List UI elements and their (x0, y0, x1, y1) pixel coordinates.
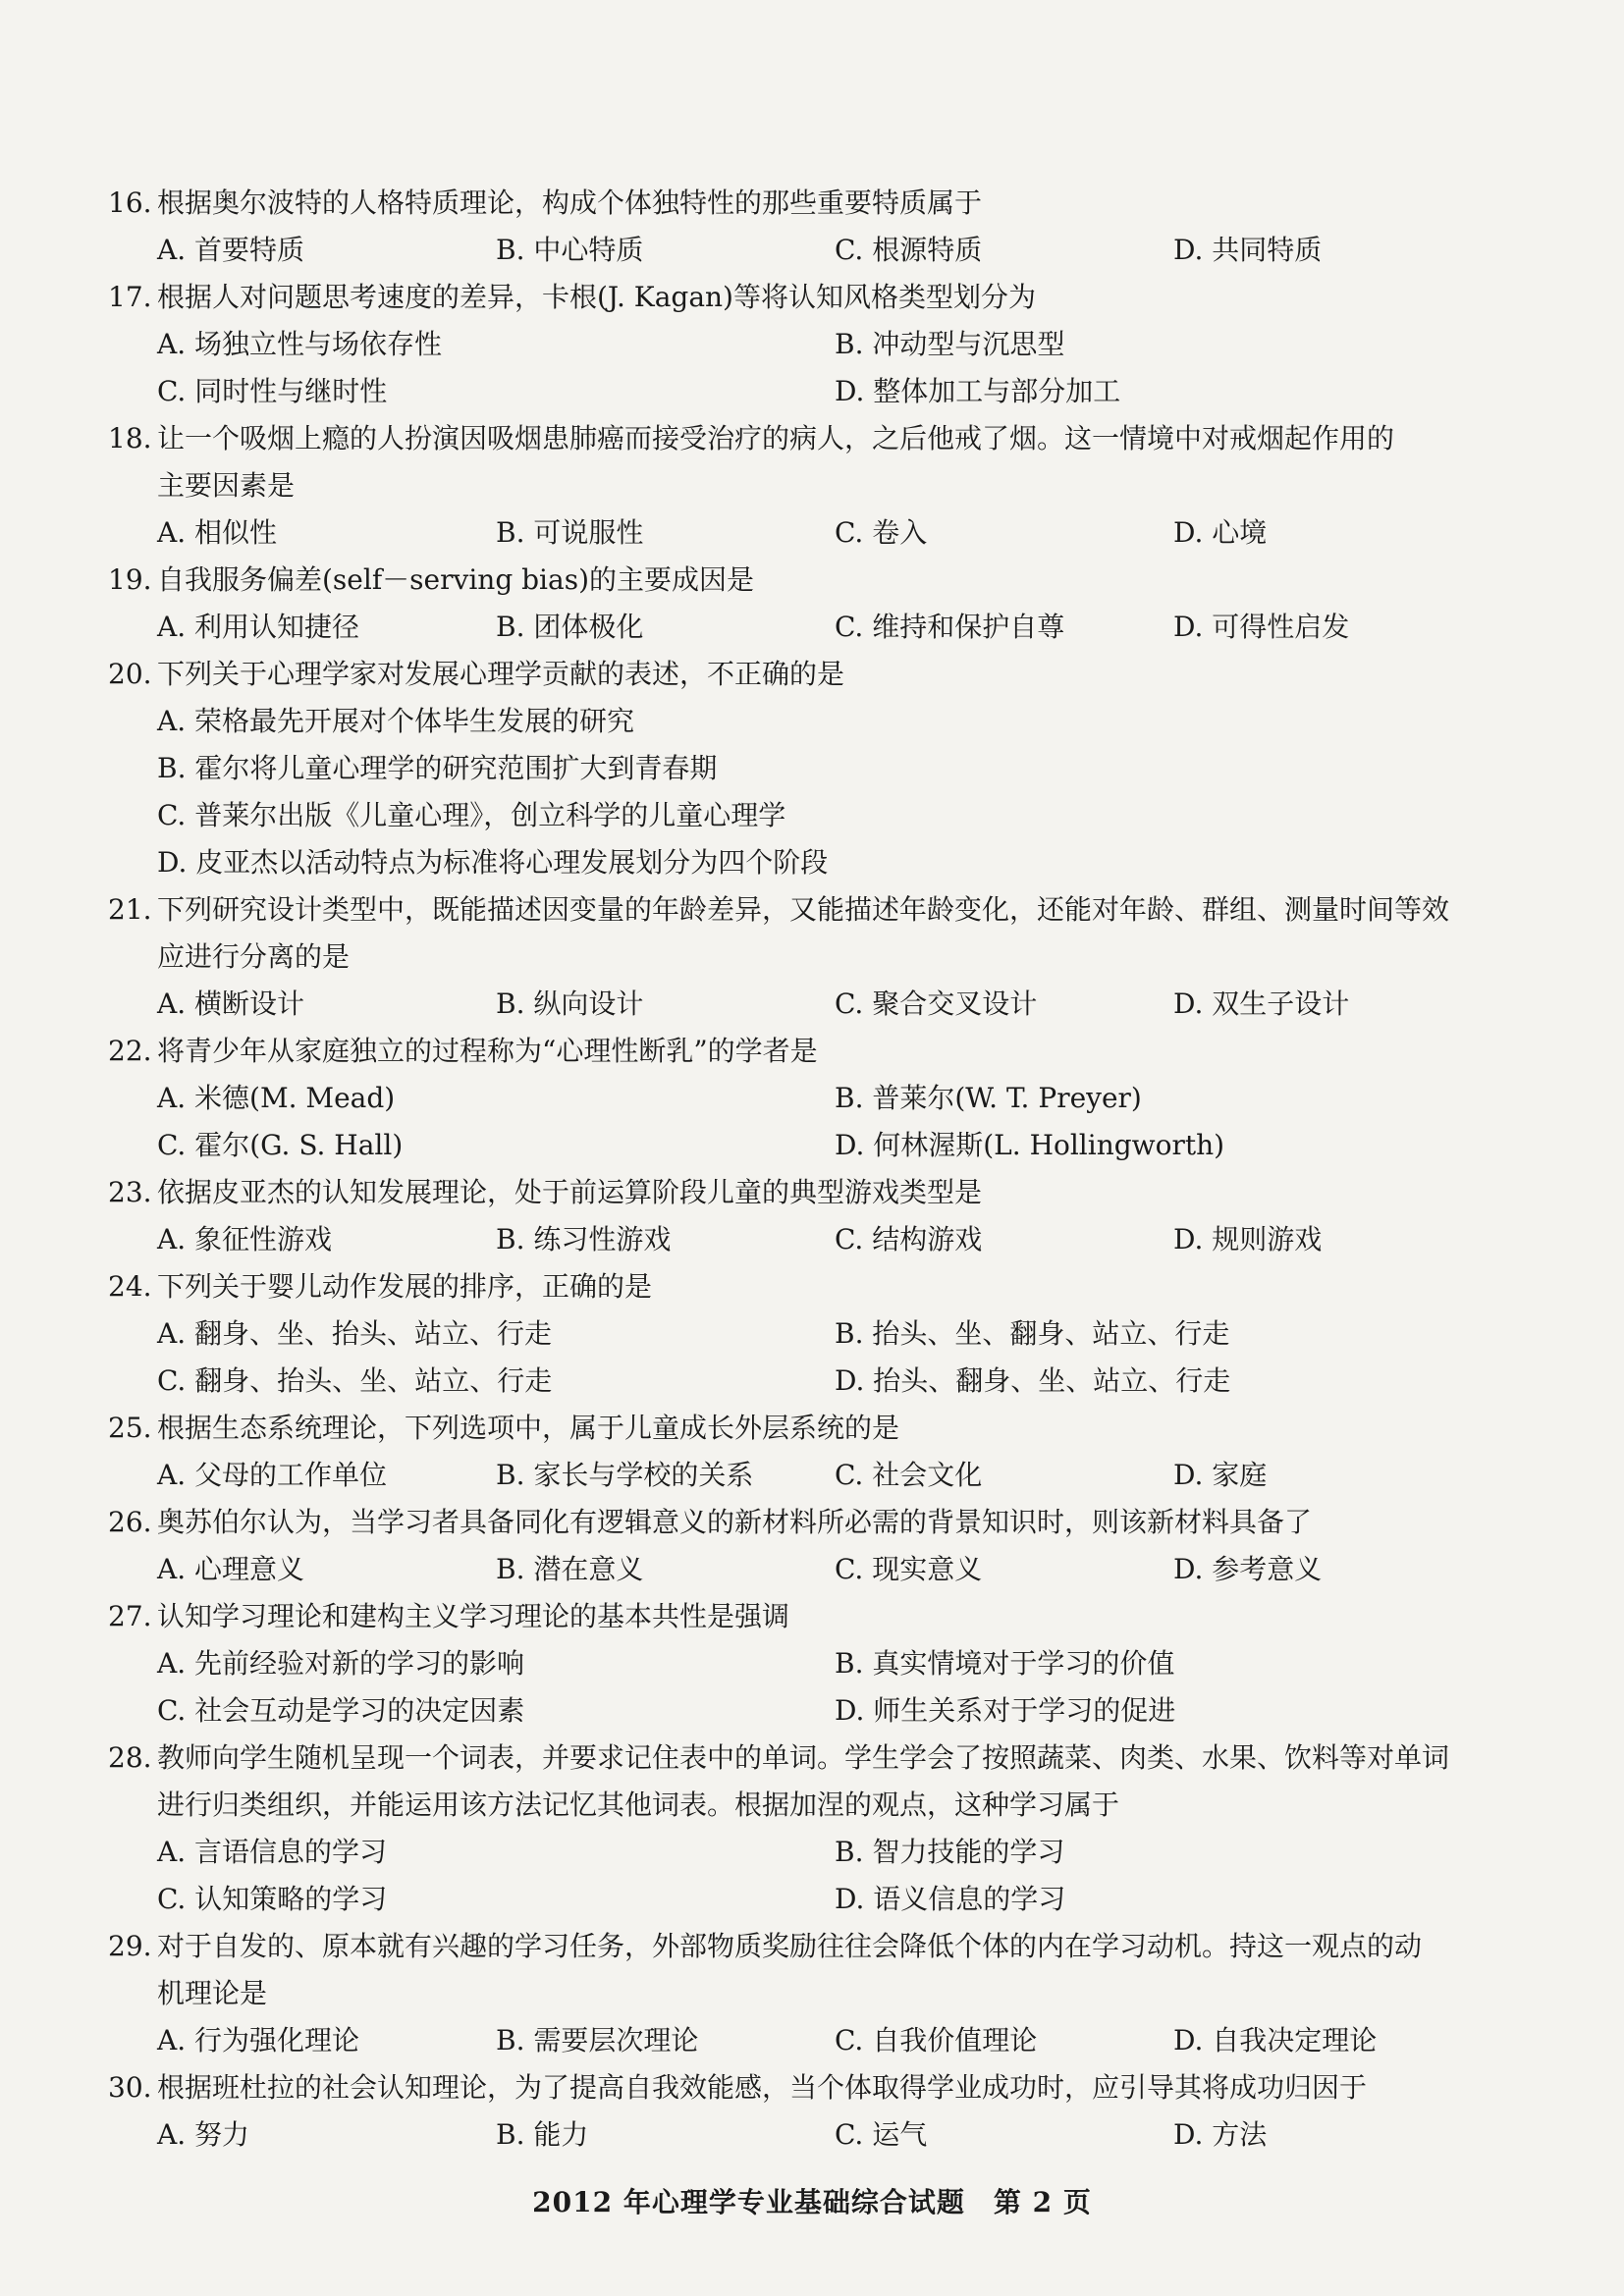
question-24 (108, 1263, 1532, 1405)
answer-option-c: C. 聚合交叉设计 (835, 988, 1038, 1020)
question-text-continued: 主要因素是 (157, 469, 296, 502)
answer-option-b: B. 能力 (496, 2118, 589, 2151)
answer-option-d: D. 双生子设计 (1173, 988, 1350, 1020)
question-text: 根据奥尔波特的人格特质理论，构成个体独特性的那些重要特质属于 (157, 187, 983, 219)
answer-option-d: D. 参考意义 (1173, 1553, 1323, 1585)
answer-options (108, 1829, 1532, 1923)
answer-option-c: C. 根源特质 (835, 234, 983, 266)
question-27 (108, 1593, 1532, 1735)
answer-option-b: B. 真实情境对于学习的价值 (835, 1647, 1175, 1680)
answer-option-d: D. 可得性启发 (1173, 611, 1350, 643)
answer-options (108, 1640, 1532, 1735)
question-19 (108, 557, 1532, 651)
answer-option-b: B. 团体极化 (496, 611, 644, 643)
question-text: 根据班杜拉的社会认知理论，为了提高自我效能感，当个体取得学业成功时，应引导其将成功归因于 (157, 2071, 1368, 2104)
answer-option-c: C. 同时性与继时性 (157, 375, 388, 407)
question-stem (108, 274, 1532, 321)
question-26 (108, 1499, 1532, 1593)
question-text: 下列关于心理学家对发展心理学贡献的表述，不正确的是 (157, 658, 845, 690)
question-stem (108, 1499, 1532, 1546)
answer-option-c: C. 结构游戏 (835, 1223, 983, 1255)
answer-options (108, 604, 1532, 651)
answer-option-b: B. 家长与学校的关系 (496, 1459, 754, 1491)
question-text-continued: 机理论是 (157, 1977, 268, 2009)
question-text: 对于自发的、原本就有兴趣的学习任务，外部物质奖励往往会降低个体的内在学习动机。持这一观点的动 (157, 1930, 1423, 1962)
question-text: 认知学习理论和建构主义学习理论的基本共性是强调 (157, 1600, 790, 1632)
answer-option-a: A. 心理意义 (157, 1553, 305, 1585)
answer-option-d: D. 规则游戏 (1173, 1223, 1323, 1255)
question-stem (108, 1923, 1532, 2017)
answer-option-d: D. 师生关系对于学习的促进 (835, 1694, 1176, 1727)
question-number: 28. (108, 1741, 152, 1774)
answer-options (108, 698, 1532, 886)
question-text: 根据人对问题思考速度的差异，卡根(J. Kagan)等将认知风格类型划分为 (157, 281, 1036, 313)
answer-option-a: A. 首要特质 (157, 234, 305, 266)
question-29 (108, 1923, 1532, 2064)
answer-option-b: B. 纵向设计 (496, 988, 644, 1020)
question-text: 依据皮亚杰的认知发展理论，处于前运算阶段儿童的典型游戏类型是 (157, 1176, 983, 1208)
answer-option-c: C. 翻身、抬头、坐、站立、行走 (157, 1364, 553, 1397)
answer-option-a: A. 场独立性与场依存性 (157, 328, 443, 360)
question-list (108, 180, 1532, 2159)
question-number: 20. (108, 658, 152, 690)
question-stem (108, 557, 1532, 604)
answer-option-a: A. 相似性 (157, 516, 278, 549)
answer-options (108, 1216, 1532, 1263)
question-number: 25. (108, 1412, 152, 1444)
question-text: 根据生态系统理论，下列选项中，属于儿童成长外层系统的是 (157, 1412, 900, 1444)
question-text: 将青少年从家庭独立的过程称为“心理性断乳”的学者是 (157, 1035, 818, 1067)
question-stem (108, 415, 1532, 509)
answer-option-d: D. 心境 (1173, 516, 1268, 549)
answer-option-a: A. 父母的工作单位 (157, 1459, 388, 1491)
answer-option-d: D. 整体加工与部分加工 (835, 375, 1121, 407)
question-number: 19. (108, 563, 152, 596)
question-number: 27. (108, 1600, 152, 1632)
question-stem (108, 1028, 1532, 1075)
answer-option-c: C. 社会互动是学习的决定因素 (157, 1694, 525, 1727)
answer-option-a: A. 言语信息的学习 (157, 1836, 388, 1868)
answer-option-d: D. 语义信息的学习 (835, 1883, 1066, 1915)
answer-option-a: A. 荣格最先开展对个体毕生发展的研究 (157, 705, 635, 737)
answer-option-c: C. 社会文化 (835, 1459, 983, 1491)
question-22 (108, 1028, 1532, 1169)
page-footer: 2012 年心理学专业基础综合试题 第 2 页 (532, 2186, 1092, 2218)
answer-options (108, 2111, 1532, 2159)
answer-option-c: C. 运气 (835, 2118, 928, 2151)
question-number: 23. (108, 1176, 152, 1208)
question-stem (108, 2064, 1532, 2111)
answer-options (108, 981, 1532, 1028)
answer-option-a: A. 利用认知捷径 (157, 611, 360, 643)
answer-option-b: B. 练习性游戏 (496, 1223, 672, 1255)
question-21 (108, 886, 1532, 1028)
answer-option-a: A. 横断设计 (157, 988, 305, 1020)
question-number: 18. (108, 422, 152, 454)
answer-option-d: D. 共同特质 (1173, 234, 1323, 266)
question-number: 24. (108, 1270, 152, 1303)
answer-option-b: B. 霍尔将儿童心理学的研究范围扩大到青春期 (157, 752, 718, 784)
question-stem (108, 1405, 1532, 1452)
answer-option-d: D. 皮亚杰以活动特点为标准将心理发展划分为四个阶段 (157, 846, 829, 879)
question-text-continued: 进行归类组织，并能运用该方法记忆其他词表。根据加涅的观点，这种学习属于 (157, 1789, 1120, 1821)
question-number: 22. (108, 1035, 152, 1067)
question-number: 17. (108, 281, 152, 313)
question-text: 让一个吸烟上瘾的人扮演因吸烟患肺癌而接受治疗的病人，之后他戒了烟。这一情境中对戒烟起作用的 (157, 422, 1395, 454)
question-text: 教师向学生随机呈现一个词表，并要求记住表中的单词。学生学会了按照蔬菜、肉类、水果、饮料等对单词 (157, 1741, 1450, 1774)
question-18 (108, 415, 1532, 557)
answer-option-a: A. 行为强化理论 (157, 2024, 360, 2056)
question-16 (108, 180, 1532, 274)
question-stem (108, 886, 1532, 981)
question-30 (108, 2064, 1532, 2159)
question-number: 16. (108, 187, 152, 219)
answer-options (108, 2017, 1532, 2064)
question-23 (108, 1169, 1532, 1263)
answer-option-a: A. 翻身、坐、抬头、站立、行走 (157, 1317, 553, 1350)
answer-option-a: A. 米德(M. Mead) (157, 1082, 396, 1114)
question-number: 26. (108, 1506, 152, 1538)
answer-option-b: B. 智力技能的学习 (835, 1836, 1065, 1868)
answer-option-a: A. 先前经验对新的学习的影响 (157, 1647, 525, 1680)
answer-options (108, 1075, 1532, 1169)
answer-option-b: B. 抬头、坐、翻身、站立、行走 (835, 1317, 1230, 1350)
question-20 (108, 651, 1532, 886)
answer-option-b: B. 冲动型与沉思型 (835, 328, 1065, 360)
answer-options (108, 1546, 1532, 1593)
question-stem (108, 1263, 1532, 1310)
answer-option-b: B. 可说服性 (496, 516, 644, 549)
question-text: 奥苏伯尔认为，当学习者具备同化有逻辑意义的新材料所必需的背景知识时，则该新材料具备了 (157, 1506, 1313, 1538)
answer-option-c: C. 普莱尔出版《儿童心理》，创立科学的儿童心理学 (157, 799, 786, 831)
question-number: 30. (108, 2071, 152, 2104)
answer-options (108, 1452, 1532, 1499)
answer-options (108, 509, 1532, 557)
question-text: 自我服务偏差(self－serving bias)的主要成因是 (157, 563, 755, 596)
answer-option-a: A. 象征性游戏 (157, 1223, 333, 1255)
question-number: 29. (108, 1930, 152, 1962)
answer-option-a: A. 努力 (157, 2118, 250, 2151)
answer-option-d: D. 方法 (1173, 2118, 1268, 2151)
answer-option-d: D. 抬头、翻身、坐、站立、行走 (835, 1364, 1231, 1397)
answer-option-b: B. 普莱尔(W. T. Preyer) (835, 1082, 1142, 1114)
question-text: 下列关于婴儿动作发展的排序，正确的是 (157, 1270, 653, 1303)
answer-option-c: C. 现实意义 (835, 1553, 983, 1585)
answer-option-d: D. 何林渥斯(L. Hollingworth) (835, 1129, 1225, 1161)
question-stem (108, 651, 1532, 698)
question-number: 21. (108, 893, 152, 926)
question-stem (108, 1593, 1532, 1640)
answer-option-d: D. 家庭 (1173, 1459, 1268, 1491)
answer-option-b: B. 中心特质 (496, 234, 644, 266)
answer-options (108, 1310, 1532, 1405)
answer-option-b: B. 需要层次理论 (496, 2024, 699, 2056)
question-17 (108, 274, 1532, 415)
answer-option-c: C. 认知策略的学习 (157, 1883, 388, 1915)
question-28 (108, 1735, 1532, 1923)
answer-options (108, 321, 1532, 415)
answer-option-c: C. 维持和保护自尊 (835, 611, 1065, 643)
answer-option-c: C. 霍尔(G. S. Hall) (157, 1129, 404, 1161)
question-text: 下列研究设计类型中，既能描述因变量的年龄差异，又能描述年龄变化，还能对年龄、群组、测量时间等效 (157, 893, 1450, 926)
question-25 (108, 1405, 1532, 1499)
question-stem (108, 1735, 1532, 1829)
question-stem (108, 180, 1532, 227)
answer-option-b: B. 潜在意义 (496, 1553, 644, 1585)
answer-option-c: C. 卷入 (835, 516, 928, 549)
answer-option-c: C. 自我价值理论 (835, 2024, 1038, 2056)
question-stem (108, 1169, 1532, 1216)
answer-options (108, 227, 1532, 274)
question-text-continued: 应进行分离的是 (157, 940, 351, 973)
answer-option-d: D. 自我决定理论 (1173, 2024, 1378, 2056)
